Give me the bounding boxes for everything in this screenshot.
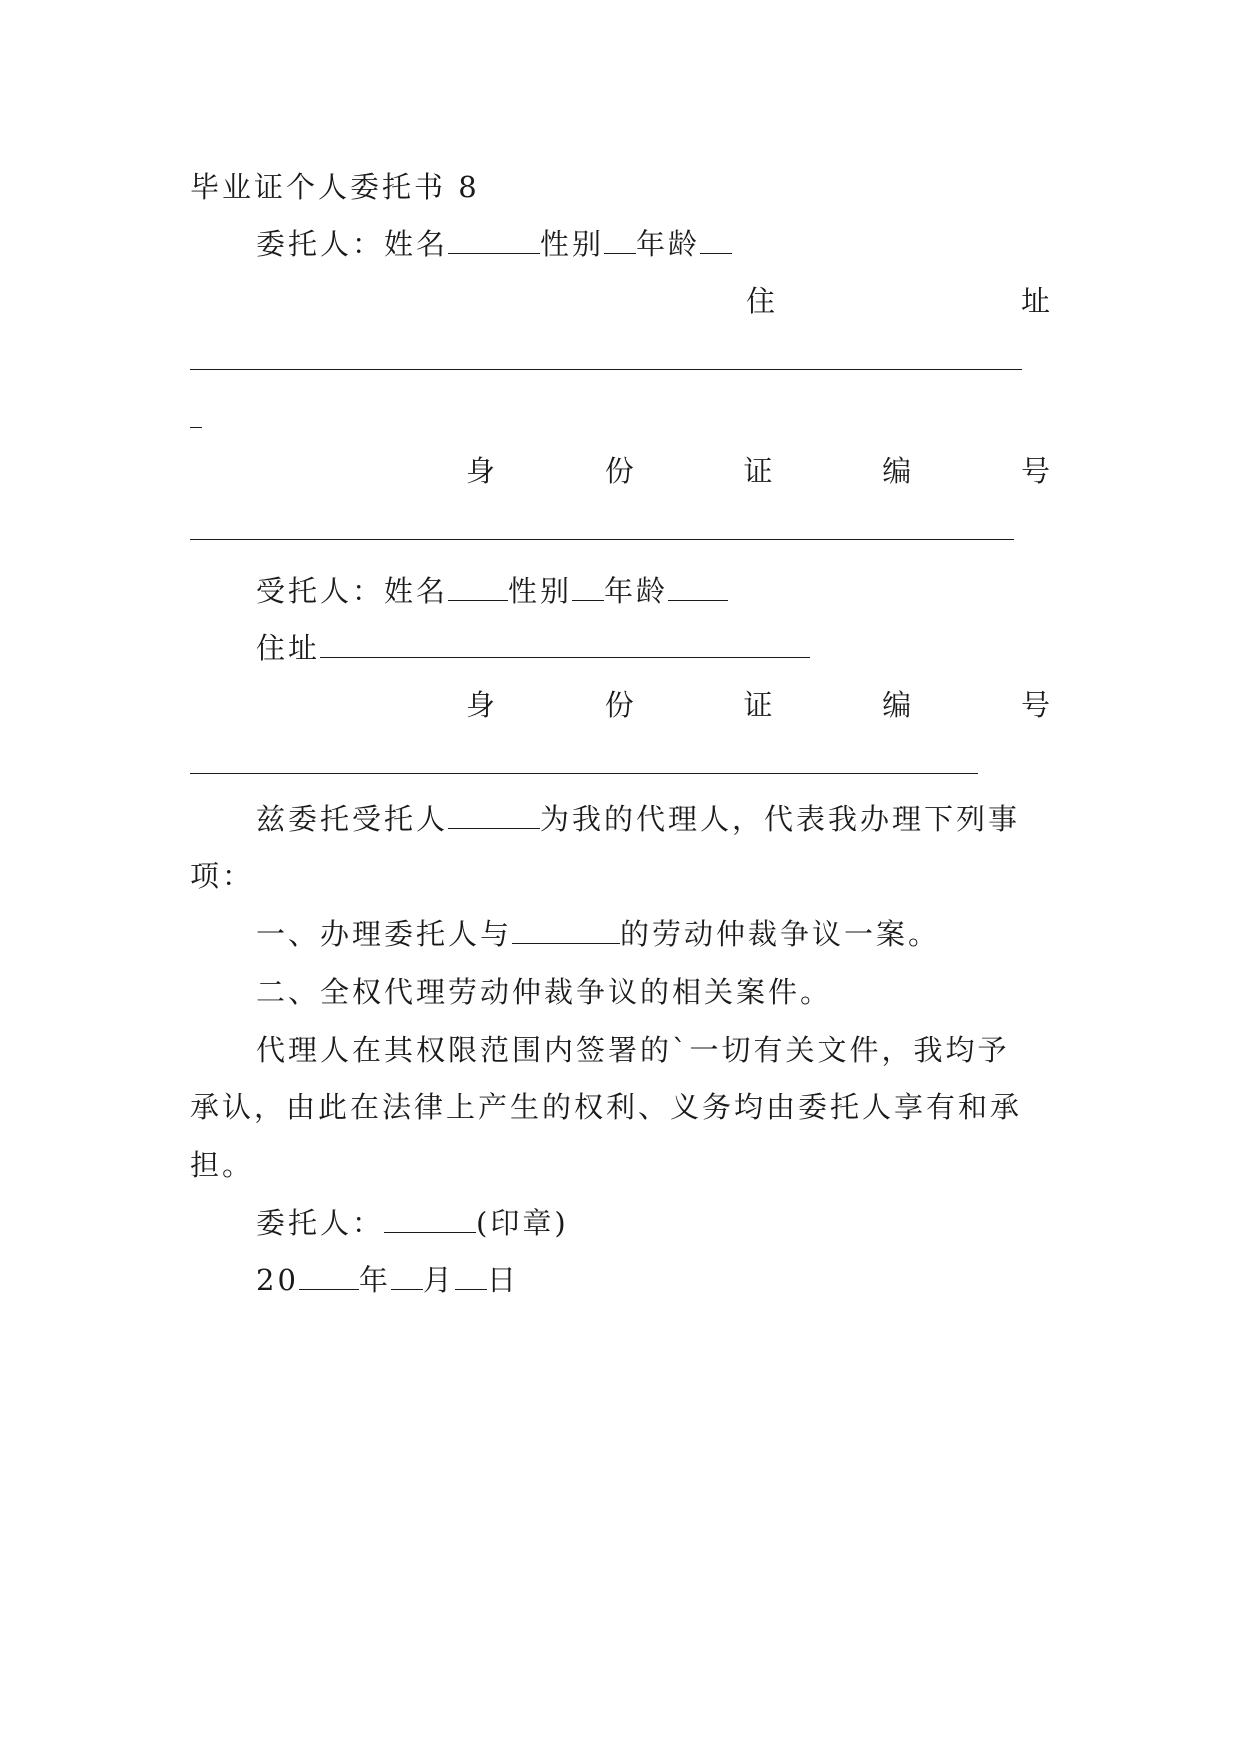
agent-address-blank[interactable] [320, 633, 810, 658]
item-two-line [256, 972, 1050, 1012]
entrust-agent-blank[interactable] [448, 804, 540, 829]
agent-address-line [256, 628, 1050, 668]
agent-age-label: 年龄 [604, 574, 669, 608]
item-one-line [256, 914, 1050, 954]
month-label: 月 [422, 1263, 455, 1297]
date-prefix: 20 [256, 1263, 299, 1297]
agent-age-blank[interactable] [668, 576, 728, 601]
principal-age-label: 年龄 [636, 227, 701, 261]
entrust-wrap-text: 项： [190, 859, 255, 893]
principal-address-label [746, 281, 1050, 321]
item-one-before-text: 一、办理委托人与 [256, 917, 513, 951]
principal-name-blank[interactable] [448, 229, 540, 254]
entrust-after-text: 为我的代理人，代表我办理下列事 [540, 802, 1021, 836]
authority-para-text-3: 担。 [190, 1148, 255, 1182]
entrust-wrap-line [190, 856, 1050, 896]
id-char-5: 号 [1020, 688, 1050, 722]
id-char-2: 份 [604, 454, 634, 488]
authority-para-text-2: 承认，由此在法律上产生的权利、义务均由委托人享有和承 [190, 1090, 1023, 1124]
date-year-blank[interactable] [299, 1265, 359, 1290]
date-day-blank[interactable] [455, 1265, 487, 1290]
entrust-before-text: 兹委托受托人 [256, 802, 449, 836]
id-char-5: 号 [1020, 454, 1050, 488]
principal-id-label [466, 451, 1050, 491]
signature-label: 委托人： [256, 1206, 385, 1240]
principal-id-blank-line[interactable] [190, 539, 1014, 540]
id-char-1: 身 [466, 454, 496, 488]
address-char-1: 住 [746, 284, 776, 318]
year-label: 年 [358, 1263, 391, 1297]
agent-gender-label: 性别 [508, 574, 573, 608]
principal-gender-blank[interactable] [604, 229, 636, 254]
authority-para-line-1 [256, 1030, 1050, 1070]
date-month-blank[interactable] [391, 1265, 423, 1290]
agent-info-line [256, 571, 1050, 611]
authority-para-line-3 [190, 1145, 1050, 1185]
agent-name-blank[interactable] [448, 576, 508, 601]
authority-para-text-1: 代理人在其权限范围内签署的`一切有关文件，我均予 [256, 1033, 1010, 1067]
item-one-after-text: 的劳动仲裁争议一案。 [620, 917, 941, 951]
agent-id-label [466, 685, 1050, 725]
agent-name-label: 姓名 [384, 574, 449, 608]
address-char-2: 址 [1020, 284, 1050, 318]
day-label: 日 [486, 1263, 519, 1297]
principal-name-label: 姓名 [384, 227, 449, 261]
id-char-2: 份 [604, 688, 634, 722]
id-char-1: 身 [466, 688, 496, 722]
id-char-3: 证 [743, 688, 773, 722]
agent-address-label: 住址 [256, 631, 321, 665]
id-char-4: 编 [882, 688, 912, 722]
agent-id-blank-line[interactable] [190, 773, 978, 774]
date-line [256, 1260, 1050, 1300]
signature-line [256, 1203, 1050, 1243]
document-title [190, 167, 1050, 207]
principal-address-blank-line-2[interactable] [190, 427, 202, 428]
id-char-3: 证 [743, 454, 773, 488]
agent-gender-blank[interactable] [572, 576, 604, 601]
id-char-4: 编 [882, 454, 912, 488]
item-one-party-blank[interactable] [512, 919, 620, 944]
entrust-line [256, 799, 1050, 839]
agent-label: 受托人： [256, 574, 385, 608]
principal-age-blank[interactable] [700, 229, 732, 254]
authority-para-line-2 [190, 1087, 1050, 1127]
signature-blank[interactable] [384, 1208, 476, 1233]
principal-info-line [256, 224, 1050, 264]
principal-address-blank-line-1[interactable] [190, 369, 1022, 370]
principal-label: 委托人： [256, 227, 385, 261]
title-text: 毕业证个人委托书 8 [190, 170, 480, 204]
item-two-text: 二、全权代理劳动仲裁争议的相关案件。 [256, 975, 833, 1009]
principal-gender-label: 性别 [540, 227, 605, 261]
seal-text: (印章) [476, 1206, 569, 1240]
